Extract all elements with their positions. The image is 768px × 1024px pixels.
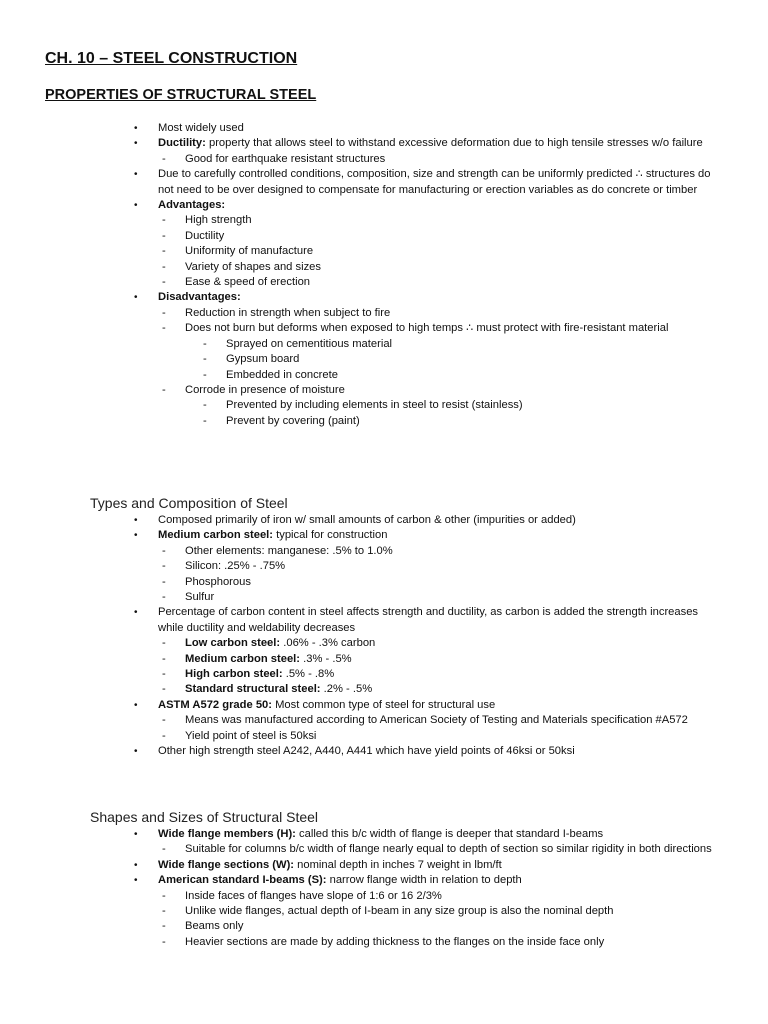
bullet-item	[0, 858, 768, 873]
sub-item	[0, 244, 768, 259]
item-text	[185, 729, 717, 744]
bullet-marker: •	[134, 123, 138, 134]
item-text	[185, 544, 717, 559]
item-text	[185, 590, 717, 605]
item-text	[185, 306, 717, 321]
dash-marker: -	[162, 591, 166, 604]
bullet-marker: •	[134, 829, 138, 840]
item-text	[185, 321, 717, 336]
bullet-marker: •	[134, 292, 138, 304]
bullet-marker: •	[134, 200, 138, 212]
item-body: Embedded in concrete	[226, 368, 338, 381]
item-body: Reduction in strength when subject to fire	[185, 306, 391, 319]
bullet-item	[0, 827, 768, 842]
item-body: Variety of shapes and sizes	[185, 260, 321, 273]
item-body: Other high strength steel A242, A440, A441 which have yield points of 46ksi or 50ksi	[158, 745, 575, 758]
sub-item	[0, 919, 768, 934]
sub-item	[0, 559, 768, 574]
sub-item	[0, 652, 768, 667]
section-shapes-list	[0, 827, 768, 950]
dash-marker: -	[203, 414, 207, 427]
sub-item	[0, 713, 768, 728]
dash-marker: -	[203, 337, 207, 350]
item-body: Percentage of carbon content in steel affects strength and ductility, as carbon is added the strength increases while ductility and weldability decreases	[158, 606, 699, 634]
item-body: Silicon: .25% - .75%	[185, 560, 286, 573]
sub-item	[0, 321, 768, 336]
bullet-item	[0, 513, 768, 528]
item-body: Other elements: manganese: .5% to 1.0%	[185, 544, 393, 557]
item-body: .2% - .5%	[320, 683, 373, 696]
sub-item	[0, 213, 768, 228]
dash-marker: -	[162, 843, 166, 856]
item-body: Heavier sections are made by adding thickness to the flanges on the inside face only	[185, 935, 605, 948]
item-label: Ductility:	[158, 137, 206, 150]
sub-item	[0, 575, 768, 590]
dash-marker: -	[162, 729, 166, 742]
item-body: .06% - .3% carbon	[280, 637, 376, 650]
item-body: Inside faces of flanges have slope of 1:6 or 16 2/3%	[185, 889, 442, 902]
item-text	[185, 229, 717, 244]
sub-item	[0, 383, 768, 398]
item-body: narrow flange width in relation to depth	[326, 874, 522, 887]
item-text	[158, 136, 718, 151]
sub-item	[0, 544, 768, 559]
item-body: Ductility	[185, 229, 225, 242]
bullet-item	[0, 290, 768, 305]
item-text	[185, 152, 717, 167]
dash-marker: -	[162, 306, 166, 319]
item-text	[226, 414, 716, 429]
item-body: Means was manufactured according to American Society of Testing and Materials specification #A572	[185, 714, 688, 727]
bullet-item	[0, 198, 768, 213]
dash-marker: -	[162, 152, 166, 165]
dash-marker: -	[162, 229, 166, 242]
item-label: High carbon steel:	[185, 668, 283, 681]
dash-marker: -	[162, 560, 166, 573]
item-body: Prevented by including elements in steel to resist (stainless)	[226, 399, 523, 412]
dash-marker: -	[162, 214, 166, 227]
item-text	[158, 858, 718, 873]
sub-item	[0, 935, 768, 950]
item-text	[185, 575, 717, 590]
sub-item	[0, 729, 768, 744]
item-body: .5% - .8%	[282, 668, 335, 681]
bullet-item	[0, 528, 768, 543]
item-text	[158, 827, 718, 842]
dash-marker: -	[162, 668, 166, 681]
item-text	[158, 605, 718, 636]
sub-item	[0, 306, 768, 321]
item-body: Most widely used	[158, 122, 244, 134]
section-title: PROPERTIES OF STRUCTURAL STEEL	[45, 87, 317, 103]
item-text	[158, 198, 718, 213]
item-label: Standard structural steel:	[185, 683, 321, 696]
sub-item	[0, 275, 768, 290]
dash-marker: -	[203, 368, 207, 381]
dash-marker: -	[203, 399, 207, 412]
dash-marker: -	[162, 322, 166, 335]
dash-marker: -	[162, 889, 166, 902]
item-body: Yield point of steel is 50ksi	[185, 729, 317, 742]
item-text	[185, 213, 717, 228]
item-text	[226, 337, 716, 352]
item-text	[158, 744, 718, 759]
dash-marker: -	[162, 575, 166, 588]
item-text	[226, 368, 716, 383]
bullet-item	[0, 744, 768, 759]
item-text	[185, 383, 717, 398]
dash-marker: -	[162, 683, 166, 696]
heading-shapes: Shapes and Sizes of Structural Steel	[90, 809, 319, 825]
item-body: Sulfur	[185, 591, 215, 604]
item-body: Most common type of steel for structural use	[271, 698, 496, 711]
item-text	[185, 904, 717, 919]
dash-marker: -	[203, 353, 207, 366]
item-text	[158, 167, 718, 198]
bullet-item	[0, 167, 768, 198]
bullet-marker: •	[134, 169, 138, 181]
item-body: Unlike wide flanges, actual depth of I-beam in any size group is also the nominal depth	[185, 905, 614, 918]
dash-marker: -	[162, 714, 166, 727]
section-properties-list	[0, 121, 768, 429]
item-body: Sprayed on cementitious material	[226, 337, 393, 350]
item-text	[185, 636, 717, 651]
item-text	[158, 698, 718, 713]
bullet-marker: •	[134, 859, 138, 871]
item-body: Good for earthquake resistant structures	[185, 152, 386, 165]
dash-marker: -	[162, 905, 166, 918]
bullet-marker: •	[134, 699, 138, 711]
dash-marker: -	[162, 276, 166, 289]
item-body: Phosphorous	[185, 575, 251, 588]
item-text	[185, 682, 717, 697]
bullet-marker: •	[134, 530, 138, 542]
dash-marker: -	[162, 544, 166, 557]
item-body: Suitable for columns b/c width of flange nearly equal to depth of section so similar rigidity in both directions	[185, 843, 712, 856]
dash-marker: -	[162, 637, 166, 650]
page-title: CH. 10 – STEEL CONSTRUCTION	[45, 50, 298, 67]
bullet-item	[0, 605, 768, 636]
item-label: Medium carbon steel:	[185, 652, 301, 665]
item-text	[158, 528, 718, 543]
dash-marker: -	[162, 245, 166, 258]
item-text	[185, 559, 717, 574]
item-body: Beams only	[185, 920, 244, 933]
section-types-list	[0, 513, 768, 760]
item-body: .3% - .5%	[300, 652, 352, 665]
item-text	[158, 873, 718, 888]
item-body: Gypsum board	[226, 353, 300, 366]
sub-item	[0, 337, 768, 352]
bullet-marker: •	[134, 138, 138, 150]
item-label: Low carbon steel:	[185, 637, 281, 650]
sub-item	[0, 590, 768, 605]
item-text	[185, 842, 717, 857]
item-body: Due to carefully controlled conditions, composition, size and strength can be uniformly predicted ∴ structures do not need to be over designed to compensate for manufacturing or erection variables as do concrete or timber	[158, 168, 711, 196]
item-text	[185, 919, 717, 934]
sub-item	[0, 682, 768, 697]
item-body: called this b/c width of flange is deeper that standard I-beams	[295, 828, 604, 840]
item-body: Prevent by covering (paint)	[226, 414, 360, 427]
item-body: Uniformity of manufacture	[185, 245, 314, 258]
bullet-marker: •	[134, 515, 138, 526]
item-body: Does not burn but deforms when exposed to high temps ∴ must protect with fire-resistant material	[185, 322, 669, 335]
item-body: typical for construction	[273, 529, 388, 542]
dash-marker: -	[162, 260, 166, 273]
item-body: High strength	[185, 214, 252, 227]
item-label: Medium carbon steel:	[158, 529, 274, 542]
bullet-item	[0, 121, 768, 136]
dash-marker: -	[162, 652, 166, 665]
bullet-marker: •	[134, 607, 138, 619]
item-text	[185, 244, 717, 259]
sub-item	[0, 352, 768, 367]
bullet-marker: •	[134, 875, 138, 887]
sub-item	[0, 398, 768, 413]
item-body: nominal depth in inches 7 weight in lbm/ft	[294, 858, 502, 871]
heading-types: Types and Composition of Steel	[90, 495, 288, 511]
bullet-item	[0, 136, 768, 151]
bullet-marker: •	[134, 746, 138, 758]
item-text	[185, 667, 717, 682]
item-text	[158, 513, 718, 528]
item-body: Composed primarily of iron w/ small amounts of carbon & other (impurities or added)	[158, 514, 576, 526]
sub-item	[0, 904, 768, 919]
item-label: Disadvantages:	[158, 291, 241, 304]
item-text	[226, 398, 716, 413]
item-label: Wide flange sections (W):	[158, 858, 295, 871]
dash-marker: -	[162, 920, 166, 933]
sub-item	[0, 667, 768, 682]
sub-item	[0, 414, 768, 429]
sub-item	[0, 152, 768, 167]
sub-item	[0, 229, 768, 244]
item-text	[158, 290, 718, 305]
item-text	[185, 652, 717, 667]
item-body: Ease & speed of erection	[185, 276, 311, 289]
item-text	[185, 260, 717, 275]
item-text	[158, 121, 718, 136]
sub-item	[0, 636, 768, 651]
item-label: Wide flange members (H):	[158, 828, 296, 840]
item-text	[185, 275, 717, 290]
item-label: American standard I-beams (S):	[158, 874, 327, 887]
bullet-item	[0, 698, 768, 713]
sub-item	[0, 842, 768, 857]
bullet-item	[0, 873, 768, 888]
item-body: property that allows steel to withstand excessive deformation due to high tensile stresses w/o failure	[205, 137, 703, 150]
item-text	[185, 713, 717, 728]
item-text	[226, 352, 716, 367]
dash-marker: -	[162, 383, 166, 396]
sub-item	[0, 260, 768, 275]
sub-item	[0, 889, 768, 904]
dash-marker: -	[162, 935, 166, 948]
item-text	[185, 889, 717, 904]
item-body: Corrode in presence of moisture	[185, 383, 345, 396]
item-text	[185, 935, 717, 950]
sub-item	[0, 368, 768, 383]
item-label: Advantages:	[158, 199, 226, 212]
item-label: ASTM A572 grade 50:	[158, 698, 272, 711]
